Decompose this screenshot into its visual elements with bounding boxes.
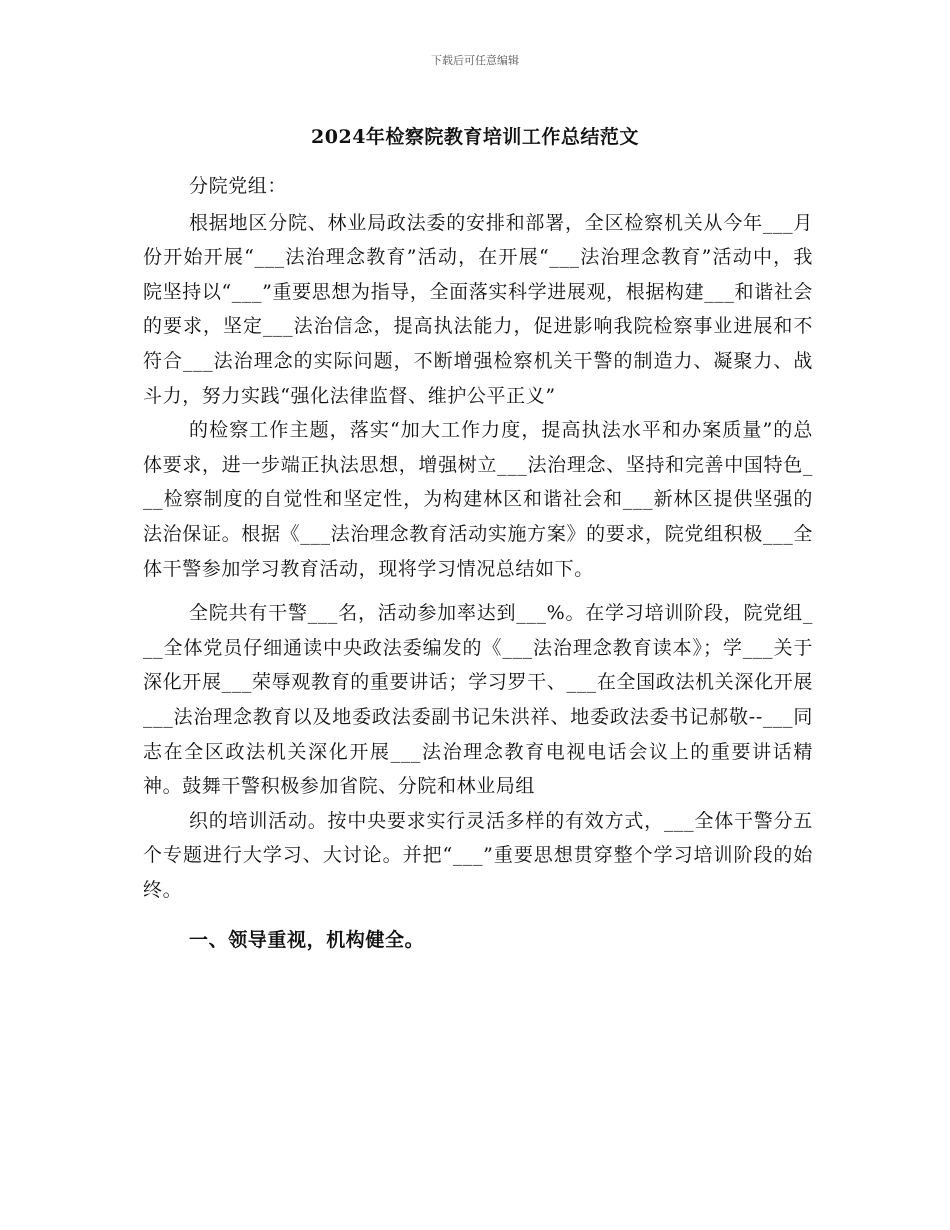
paragraph-2: 的检察工作主题，落实“加大工作力度，提高执法水平和办案质量”的总体要求，进一步端正执法思想，增强树立___法治理念、坚持和完善中国特色___检察制度的自觉性和坚定性，为构建林区和谐社会和___新林区提供坚强的法治保证。根据《___法治理念教育活动实施方案》的要求，院党组积极___全体干警参加学习教育活动，现将学习情况总结如下。 (143, 419, 813, 580)
salutation: 分院党组： (189, 175, 288, 197)
paragraph-gap (143, 586, 813, 596)
section-heading-1: 一、领导重视，机构健全。 (189, 929, 425, 952)
document-title: 2024年检察院教育培训工作总结范文 (311, 126, 639, 148)
document-body (143, 169, 813, 958)
paragraph-1: 根据地区分院、林业局政法委的安排和部署，全区检察机关从今年___月份开始开展“___法治理念教育”活动，在开展“___法治理念教育”活动中，我院坚持以“___”重要思想为指导，全面落实科学进展观，根据构建___和谐社会的要求，坚定___法治信念，提高执法能力，促进影响我院检察事业进展和不符合___法治理念的实际问题，不断增强检察机关干警的制造力、凝聚力、战斗力，努力实践“强化法律监督、维护公平正义” (143, 211, 813, 407)
paragraph-4: 织的培训活动。按中央要求实行灵活多样的有效方式，___全体干警分五个专题进行大学习、大讨论。并把“___”重要思想贯穿整个学习培训阶段的始终。 (143, 809, 813, 901)
header-note: 下载后可任意编辑 (431, 54, 519, 67)
paragraph-3: 全院共有干警___名，活动参加率达到___%。在学习培训阶段，院党组___全体党员仔细通读中央政法委编发的《___法治理念教育读本》；学___关于深化开展___荣辱观教育的重要讲话；学习罗干、___在全国政法机关深化开展___法治理念教育以及地委政法委副书记朱洪祥、地委政法委书记郝敬--___同志在全区政法机关深化开展___法治理念教育电视电话会议上的重要讲话精神。鼓舞干警积极参加省院、分院和林业局组 (143, 602, 813, 798)
